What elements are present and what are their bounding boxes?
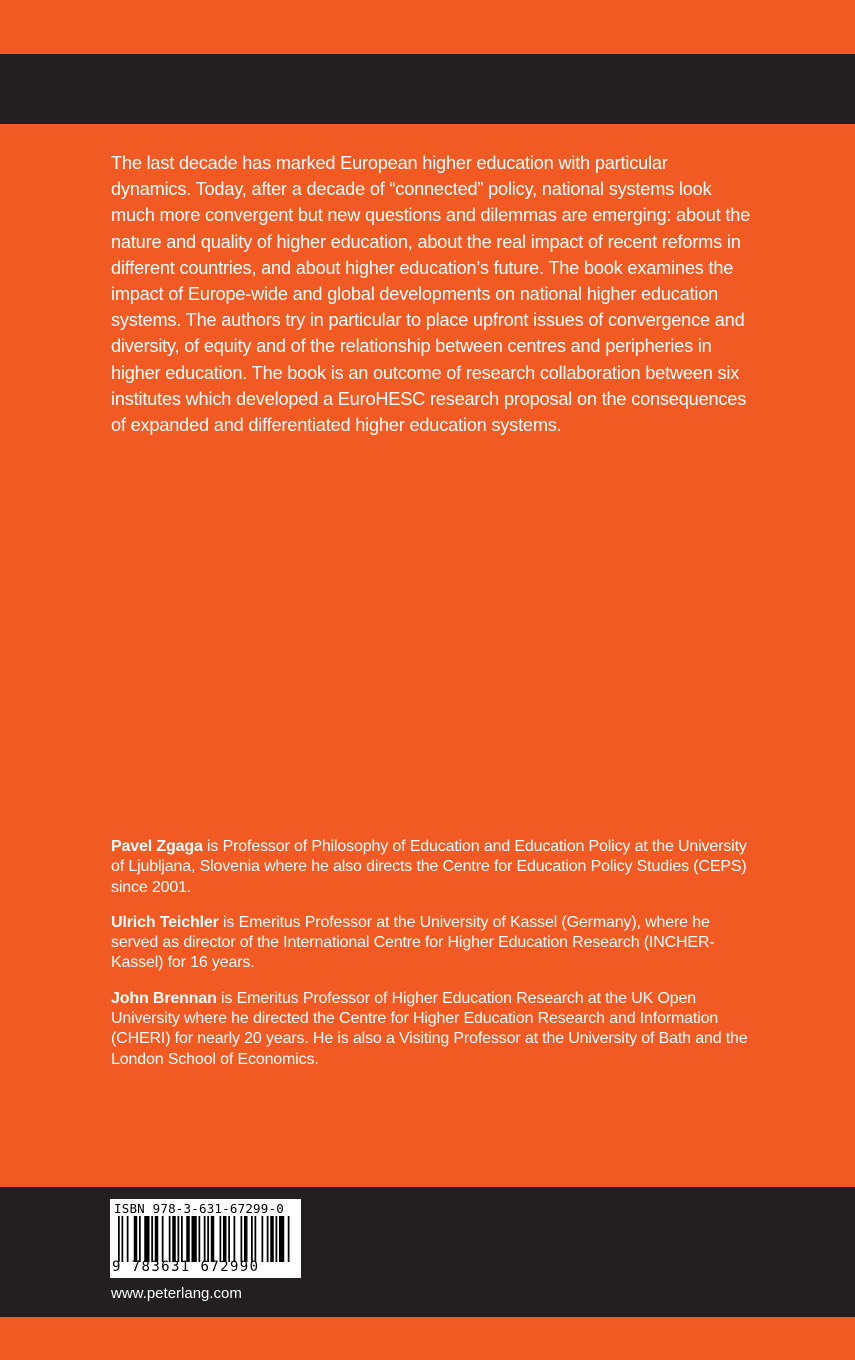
barcode-bar <box>251 1216 253 1262</box>
ean-digits: 9 783631 672990 <box>112 1259 260 1275</box>
barcode-bar <box>241 1216 243 1262</box>
publisher-website[interactable]: www.peterlang.com <box>111 1285 242 1302</box>
barcode-bar <box>134 1216 138 1262</box>
barcode-bar <box>192 1216 197 1262</box>
barcode-bar <box>270 1216 274 1262</box>
author-bio <box>111 913 751 974</box>
author-name: Ulrich Teichler <box>111 913 219 931</box>
barcode-bar <box>228 1216 230 1262</box>
barcode-bar <box>276 1216 278 1262</box>
top-dark-band <box>0 54 855 124</box>
barcode-bar <box>234 1216 236 1262</box>
barcode-bar <box>178 1216 180 1262</box>
barcode-bar <box>255 1216 257 1262</box>
barcode-bar <box>162 1216 164 1262</box>
barcode-bar <box>267 1216 269 1262</box>
barcode-bar <box>199 1216 201 1262</box>
barcode-bar <box>172 1216 176 1262</box>
author-bios <box>111 837 751 1085</box>
barcode-bar <box>288 1216 290 1262</box>
author-bio <box>111 837 751 898</box>
barcode-bar <box>118 1216 120 1262</box>
barcode-bar <box>262 1216 264 1262</box>
barcode-bar <box>144 1216 149 1262</box>
barcode-bar <box>181 1216 183 1262</box>
author-bio-text: is Emeritus Professor at the University of Kassel (Germany), where he served as director of the International Centre for Higher Education Research (INCHER-Kassel) for 16 years. <box>111 913 715 972</box>
author-bio-text: is Emeritus Professor of Higher Education Research at the UK Open University where he directed the Centre for Higher Education Research and Information (CHERI) for nearly 20 years. He is also a Visiting Professor at the University of Bath and the London School of Economics. <box>111 989 748 1068</box>
barcode-bar <box>127 1216 129 1262</box>
author-bio-text: is Professor of Philosophy of Education and Education Policy at the University of Ljubljana, Slovenia where he also directs the Centre for Education Policy Studies (CEPS) since 2001. <box>111 838 747 896</box>
barcode-bar <box>204 1216 206 1262</box>
author-bio <box>111 989 751 1070</box>
barcode-bar <box>207 1216 209 1262</box>
barcode-bar <box>211 1216 215 1262</box>
author-name: John Brennan <box>111 989 217 1007</box>
barcode-bar <box>139 1216 141 1262</box>
isbn-label: ISBN 978-3-631-67299-0 <box>114 1201 284 1216</box>
barcode-bar <box>122 1216 124 1262</box>
isbn-barcode <box>110 1199 301 1278</box>
barcode-bar <box>186 1216 190 1262</box>
author-name: Pavel Zgaga <box>111 838 203 855</box>
barcode-bar <box>151 1216 153 1262</box>
book-description: The last decade has marked European higher education with particular dynamics. Today, after a decade of “connected” policy, national systems look much more convergent but new questions and dilemmas are emerging: about the nature and quality of higher education, about the real impact of recent reforms in different countries, and about higher education’s future. The book examines the impact of Europe-wide and global developments on national higher education systems. The authors try in particular to place upfront issues of convergence and diversity, of equity and of the relationship between centres and peripheries in higher education. The book is an outcome of research collaboration between six institutes which developed a EuroHESC research proposal on the consequences of expanded and differentiated higher education systems. <box>111 153 751 436</box>
barcode-bar <box>223 1216 227 1262</box>
barcode-bar <box>279 1216 284 1262</box>
barcode-bar <box>220 1216 222 1262</box>
barcode-bar <box>169 1216 171 1262</box>
barcode-bar <box>155 1216 159 1262</box>
barcode-bars-icon <box>118 1216 294 1262</box>
barcode-bar <box>244 1216 248 1262</box>
